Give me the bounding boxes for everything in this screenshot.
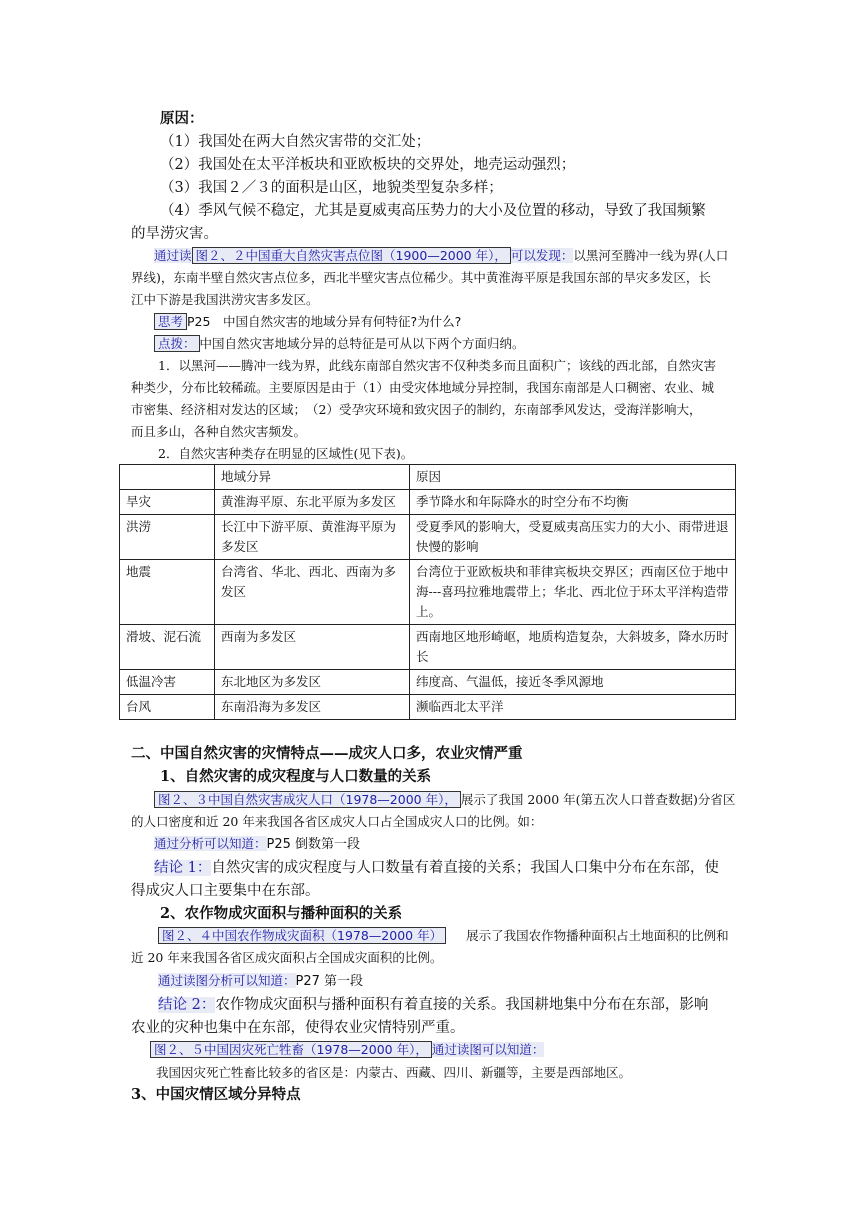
table-cell-reason: 受夏季风的影响大，受夏威夷高压实力的大小、雨带进退快慢的影响	[410, 515, 736, 560]
table-cell-reason: 濒临西北太平洋	[410, 695, 736, 720]
table-cell-disaster: 滑坡、泥石流	[120, 625, 215, 670]
hint-text: 中国自然灾害地域分异的总特征是可从以下两个方面归纳。	[199, 336, 525, 351]
table-row	[120, 625, 736, 670]
think-question: P25 中国自然灾害的地域分异有何特征?为什么?	[187, 314, 462, 329]
section2-sub3: 3、中国灾情区域分异特点	[131, 1086, 301, 1103]
point1-line2: 种类少，分布比较稀疏。主要原因是由于（1）由受灾体地域分异控制，我国东南部是人口稠密、农业、城	[131, 380, 714, 395]
conclusion2-label: 结论 2：	[158, 997, 216, 1013]
fig25-text: 我国因灾死亡牲畜比较多的省区是：内蒙古、西藏、四川、新疆等，主要是西部地区。	[156, 1065, 632, 1080]
table-cell-reason: 季节降水和年际降水的时空分布不均衡	[410, 490, 736, 515]
hint-label: 点拨：	[154, 335, 200, 352]
conclusion1-line1	[154, 857, 719, 879]
conclusion2-text1: 农作物成灾面积与播种面积有着直接的关系。我国耕地集中分布在东部，影响	[215, 997, 709, 1013]
fig25-line	[150, 1040, 544, 1060]
table-cell-region: 长江中下游平原、黄淮海平原为多发区	[215, 515, 410, 560]
analysis1-label: 通过分析可以知道：	[154, 836, 267, 851]
reading1-line3: 江中下游是我国洪涝灾害多发区。	[131, 292, 319, 307]
table-cell-reason: 纬度高、气温低，接近冬季风源地	[410, 670, 736, 695]
table-cell-region: 黄淮海平原、东北平原为多发区	[215, 490, 410, 515]
fig24-line1	[158, 926, 729, 946]
fig23-text1: 展示了我国 2000 年(第五次人口普查数据)分省区	[460, 792, 736, 807]
table-cell-region: 西南为多发区	[215, 625, 410, 670]
section2-title: 二、中国自然灾害的灾情特点——成灾人口多，农业灾情严重	[131, 745, 523, 762]
point1-line4: 而且多山，各种自然灾害频发。	[131, 424, 307, 439]
section2-sub1: 1、自然灾害的成灾程度与人口数量的关系	[160, 768, 432, 785]
table-row	[120, 490, 736, 515]
table-header-cell: 原因	[410, 465, 736, 490]
point1-line1: 1．以黑河——腾冲一线为界，此线东南部自然灾害不仅种类多而且面积广；该线的西北部，自然灾害	[158, 358, 716, 373]
think-label: 思考	[154, 313, 187, 330]
reading1-line2: 界线)，东南半壁自然灾害点位多，西北半壁灾害点位稀少。其中黄淮海平原是我国东部的旱灾多发区，长	[131, 270, 711, 285]
table-row	[120, 695, 736, 720]
reason-item-1: （1）我国处在两大自然灾害带的交汇处；	[160, 134, 431, 150]
conclusion1-line2: 得成灾人口主要集中在东部。	[131, 883, 320, 899]
point1-line3: 市密集、经济相对发达的区域； （2）受孕灾环境和致灾因子的制约，东南部季风发达，受海洋影响大，	[131, 402, 702, 417]
analysis2-ref: P27 第一段	[295, 974, 364, 989]
table-row	[120, 515, 736, 560]
reason-item-4: （4）季风气候不稳定，尤其是夏威夷高压势力的大小及位置的移动，导致了我国频繁	[160, 203, 706, 219]
fig23-line1	[154, 790, 735, 810]
table-header-cell: 地域分异	[215, 465, 410, 490]
reading1-prefix: 通过读	[154, 248, 192, 263]
table-cell-disaster: 台风	[120, 695, 215, 720]
reading1-text1: 以黑河至腾冲一线为界(人口	[573, 248, 729, 263]
think-line	[154, 312, 461, 332]
table-cell-reason: 台湾位于亚欧板块和菲律宾板块交界区；西南区位于地中海---喜玛拉雅地震带上；华北、西北位于环太平洋构造带上。	[410, 560, 736, 625]
analysis1-ref: P25 倒数第一段	[266, 837, 361, 852]
table-cell-region: 台湾省、华北、西北、西南为多发区	[215, 560, 410, 625]
hint-line	[154, 334, 525, 354]
section2-sub2: 2、农作物成灾面积与播种面积的关系	[160, 905, 403, 922]
fig24-line2: 近 20 年来我国各省区成灾面积占全国成灾面积的比例。	[131, 950, 443, 965]
fig25-suffix: 通过读图可以知道：	[431, 1042, 545, 1057]
analysis2-label: 通过读图分析可以知道：	[158, 973, 296, 988]
reading1-line1	[154, 246, 728, 266]
point2-line: 2．自然灾害种类存在明显的区域性(见下表)。	[158, 446, 414, 461]
conclusion1-label: 结论 1：	[154, 860, 212, 876]
analysis1-line	[154, 833, 360, 856]
table-header-row	[120, 465, 736, 490]
reason-item-2: （2）我国处在太平洋板块和亚欧板块的交界处，地壳运动强烈；	[160, 157, 576, 173]
figure-2-3-link[interactable]: 图２、３中国自然灾害成灾人口（1978—2000 年），	[154, 791, 461, 808]
table-row	[120, 670, 736, 695]
conclusion2-line1	[158, 994, 708, 1016]
figure-2-5-link[interactable]: 图２、５中国因灾死亡牲畜（1978—2000 年），	[150, 1041, 432, 1058]
table-row	[120, 560, 736, 625]
fig24-text1: 展示了我国农作物播种面积占土地面积的比例和	[466, 928, 729, 943]
table-cell-region: 东北地区为多发区	[215, 670, 410, 695]
figure-2-4-link[interactable]: 图２、４中国农作物成灾面积（1978—2000 年）	[158, 927, 446, 944]
disaster-region-table	[119, 464, 736, 720]
table-cell-disaster: 地震	[120, 560, 215, 625]
figure-2-2-link[interactable]: 图２、２中国重大自然灾害点位图（1900—2000 年），	[192, 247, 511, 264]
reading1-suffix: 可以发现：	[510, 248, 574, 263]
table-cell-disaster: 旱灾	[120, 490, 215, 515]
table-cell-disaster: 低温冷害	[120, 670, 215, 695]
conclusion2-line2: 农业的灾种也集中在东部，使得农业灾情特别严重。	[131, 1020, 465, 1036]
conclusion1-text1: 自然灾害的成灾程度与人口数量有着直接的关系；我国人口集中分布在东部，使	[211, 860, 719, 876]
table-header-cell	[120, 465, 215, 490]
reasons-heading: 原因：	[160, 110, 204, 127]
reason-item-4-cont: 的旱涝灾害。	[131, 226, 218, 242]
table-cell-reason: 西南地区地形崎岖，地质构造复杂，大斜坡多，降水历时长	[410, 625, 736, 670]
fig23-line2: 的人口密度和近 20 年来我国各省区成灾人口占全国成灾人口的比例。如：	[131, 814, 543, 829]
table-cell-region: 东南沿海为多发区	[215, 695, 410, 720]
analysis2-line	[158, 970, 363, 993]
reason-item-3: （3）我国２／３的面积是山区，地貌类型复杂多样；	[160, 180, 503, 196]
table-cell-disaster: 洪涝	[120, 515, 215, 560]
